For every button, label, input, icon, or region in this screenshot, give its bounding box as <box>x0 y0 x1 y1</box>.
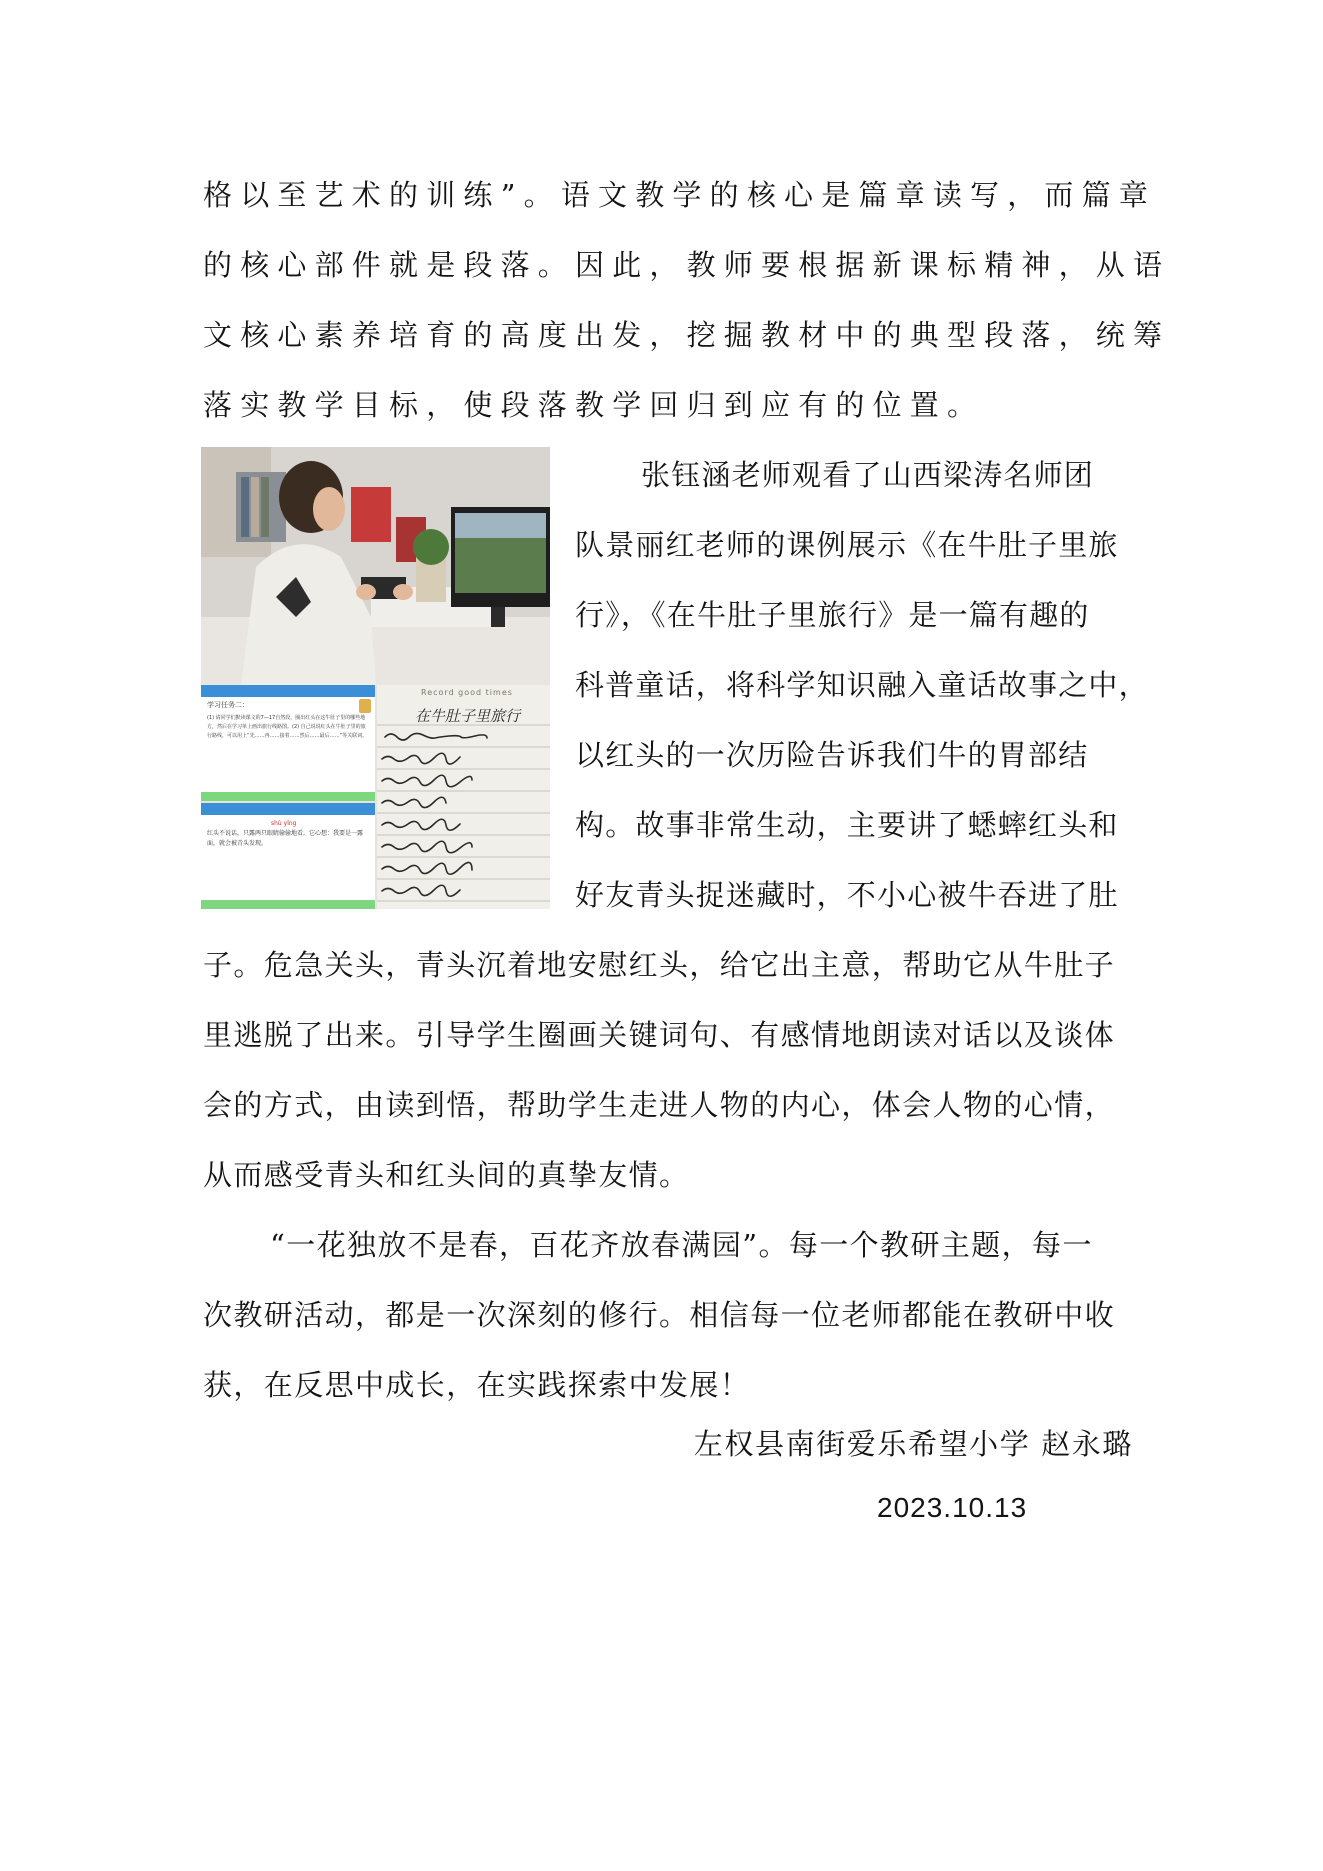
document-date: 2023.10.13 <box>877 1492 1028 1523</box>
text-line: 子。危急关头，青头沉着地安慰红头，给它出主意，帮助它从牛肚子 <box>203 948 1116 982</box>
text-line: 格以至艺术的训练”。语文教学的核心是篇章读写，而篇章 <box>203 178 1157 212</box>
text-line: 落实教学目标，使段落教学回归到应有的位置。 <box>203 388 985 422</box>
text-line: 文核心素养培育的高度出发，挖掘教材中的典型段落，统筹 <box>203 318 1171 352</box>
lesson-slide-dialogue <box>201 803 375 909</box>
slide-header-bar <box>201 803 375 815</box>
handwritten-notes-photo <box>377 685 550 909</box>
slide-header-bar <box>201 685 375 697</box>
slide-task-text: (1) 请同学们默读课文的7—17自然段，圈出红头在这牛肚子里的哪些地方，然后在学习单上画出旅行线路图。(2) 自己说说红头在牛肚子里的旅行路线，可以用上“先……再……接着……然后……最后……”等关联词。 <box>207 715 368 739</box>
text-line: 的核心部件就是段落。因此，教师要根据新课标精神，从语 <box>203 248 1171 282</box>
text-line: 以红头的一次历险告诉我们牛的胃部结 <box>575 738 1089 772</box>
notebook-header: Record good times <box>421 688 513 697</box>
lesson-slide-task <box>201 685 375 801</box>
slide-dialogue-text: 红头不说话，只露两只眼睛偷偷地看。它心想：我要是一露面，就会被青头发现。 <box>207 830 364 847</box>
text-line: 会的方式，由读到悟，帮助学生走进人物的内心，体会人物的心情， <box>203 1088 1116 1122</box>
text-line: 获，在反思中成长，在实践探索中发展！ <box>203 1368 751 1402</box>
text-line: 好友青头捉迷藏时，不小心被牛吞进了肚 <box>575 878 1119 912</box>
slide-footer <box>201 792 375 801</box>
paragraph-3 <box>203 1210 1133 1420</box>
text-line: 构。故事非常生动，主要讲了蟋蟀红头和 <box>575 808 1119 842</box>
slide-pinyin: shù yǐng <box>271 820 297 827</box>
notebook-title: 在牛肚子里旅行 <box>415 707 521 725</box>
paragraph-2-side-text <box>575 440 1149 930</box>
photo-collage <box>201 447 550 909</box>
text-line: 从而感受青头和红头间的真挚友情。 <box>203 1158 690 1192</box>
paragraph-2-continued <box>203 930 1133 1210</box>
slide-task-title: 学习任务二： <box>207 701 249 709</box>
paragraph-1 <box>203 160 1171 440</box>
text-line: “一花独放不是春，百花齐放春满园”。每一个教研主题，每一 <box>270 1228 1093 1262</box>
text-line: 队景丽红老师的课例展示《在牛肚子里旅 <box>575 528 1119 562</box>
author-signature: 左权县南街爱乐希望小学 赵永璐 <box>693 1427 1133 1461</box>
text-line: 科普童话，将科学知识融入童话故事之中， <box>575 668 1149 702</box>
text-line: 次教研活动，都是一次深刻的修行。相信每一位老师都能在教研中收 <box>203 1298 1116 1332</box>
text-line: 行》，《在牛肚子里旅行》是一篇有趣的 <box>575 598 1090 632</box>
text-line: 张钰涵老师观看了山西梁涛名师团 <box>641 458 1095 492</box>
slide-footer <box>201 900 375 909</box>
teacher-watching-photo <box>201 447 550 685</box>
text-line: 里逃脱了出来。引导学生圈画关键词句、有感情地朗读对话以及谈体 <box>203 1018 1116 1052</box>
slide-badge-icon <box>359 699 371 713</box>
